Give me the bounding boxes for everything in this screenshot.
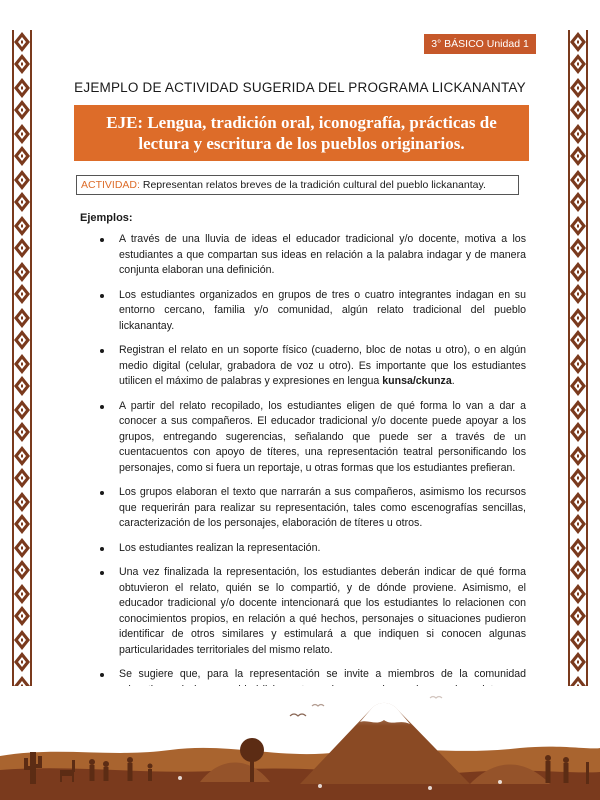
list-item: Una vez finalizada la representación, los estudiantes deberán indicar de qué forma obtuvieron el relato, quién se lo compartió, y de dónde proviene. Asimismo, el educador tradicional y/o docente intencionará que los estudiantes lo relacionen con conocimientos propios, en relación a qué hechos, personajes o situaciones pudieron identificar de otros similares y estimulará a que indiquen si conocen algunas particularidades territoriales del mismo relato. [98,565,526,658]
list-item: A partir del relato recopilado, los estudiantes eligen de qué forma lo van a dar a conocer a sus compañeros. El educador tradicional y/o docente puede apoyar a los grupos, entregando sugerencias, señalando que puede ser a través de un cuentacuentos con apoyo de títeres, una representación teatral personificando los personajes, como si fuera un reportaje, u otras formas que los estudiantes prefieran. [98,399,526,477]
list-item: Los grupos elaboran el texto que narrarán a sus compañeros, asimismo los recursos que requerirán para realizar su representación, tales como escenografías sencillas, caracterización de los personajes, elaboración de títeres u otros. [98,485,526,532]
list-item: A través de una lluvia de ideas el educador tradicional y/o docente, motiva a los estudiantes a que compartan sus ideas en relación a la palabra indagar y de manera conjunta elaboran una definición. [98,232,526,279]
eje-banner [74,105,529,161]
bullet-icon [100,405,104,409]
bullet-icon [100,349,104,353]
bullet-icon [100,673,104,677]
bullet-icon [100,238,104,242]
actividad-box [76,175,519,195]
eje-line-1: EJE: Lengua, tradición oral, iconografía, prácticas de [106,113,497,132]
bullet-icon [100,547,104,551]
examples-list [98,232,526,723]
list-item: Los estudiantes organizados en grupos de tres o cuatro integrantes indagan en su entorno cercano, familia y/o comunidad, algún relato tradicional del pueblo lickanantay. [98,288,526,335]
eje-line-2: lectura y escritura de los pueblos originarios. [138,134,465,153]
ejemplos-heading: Ejemplos: [80,212,133,224]
actividad-label: ACTIVIDAD: [81,179,140,191]
right-decorative-border [568,30,588,720]
actividad-text: Representan relatos breves de la tradición cultural del pueblo lickanantay. [139,179,486,191]
left-decorative-border [12,30,32,720]
bullet-icon [100,294,104,298]
list-item: Registran el relato en un soporte físico (cuaderno, bloc de notas u otro), o en algún medio digital (celular, grabadora de voz u otro). Es importante que los estudiantes utilicen el máximo de palabras y expresiones en lengua kunsa/ckunza. [98,343,526,390]
grade-unit-badge: 3° BÁSICO Unidad 1 [424,34,536,54]
list-item: Los estudiantes realizan la representación. [98,541,526,557]
bold-term: kunsa/ckunza [382,375,452,387]
bullet-icon [100,491,104,495]
list-item: Se sugiere que, para la representación se invite a miembros de la comunidad [98,667,526,714]
bullet-icon [100,571,104,575]
page-title: EJEMPLO DE ACTIVIDAD SUGERIDA DEL PROGRAMA LICKANANTAY [74,80,526,95]
footer-landscape-illustration [0,686,600,800]
